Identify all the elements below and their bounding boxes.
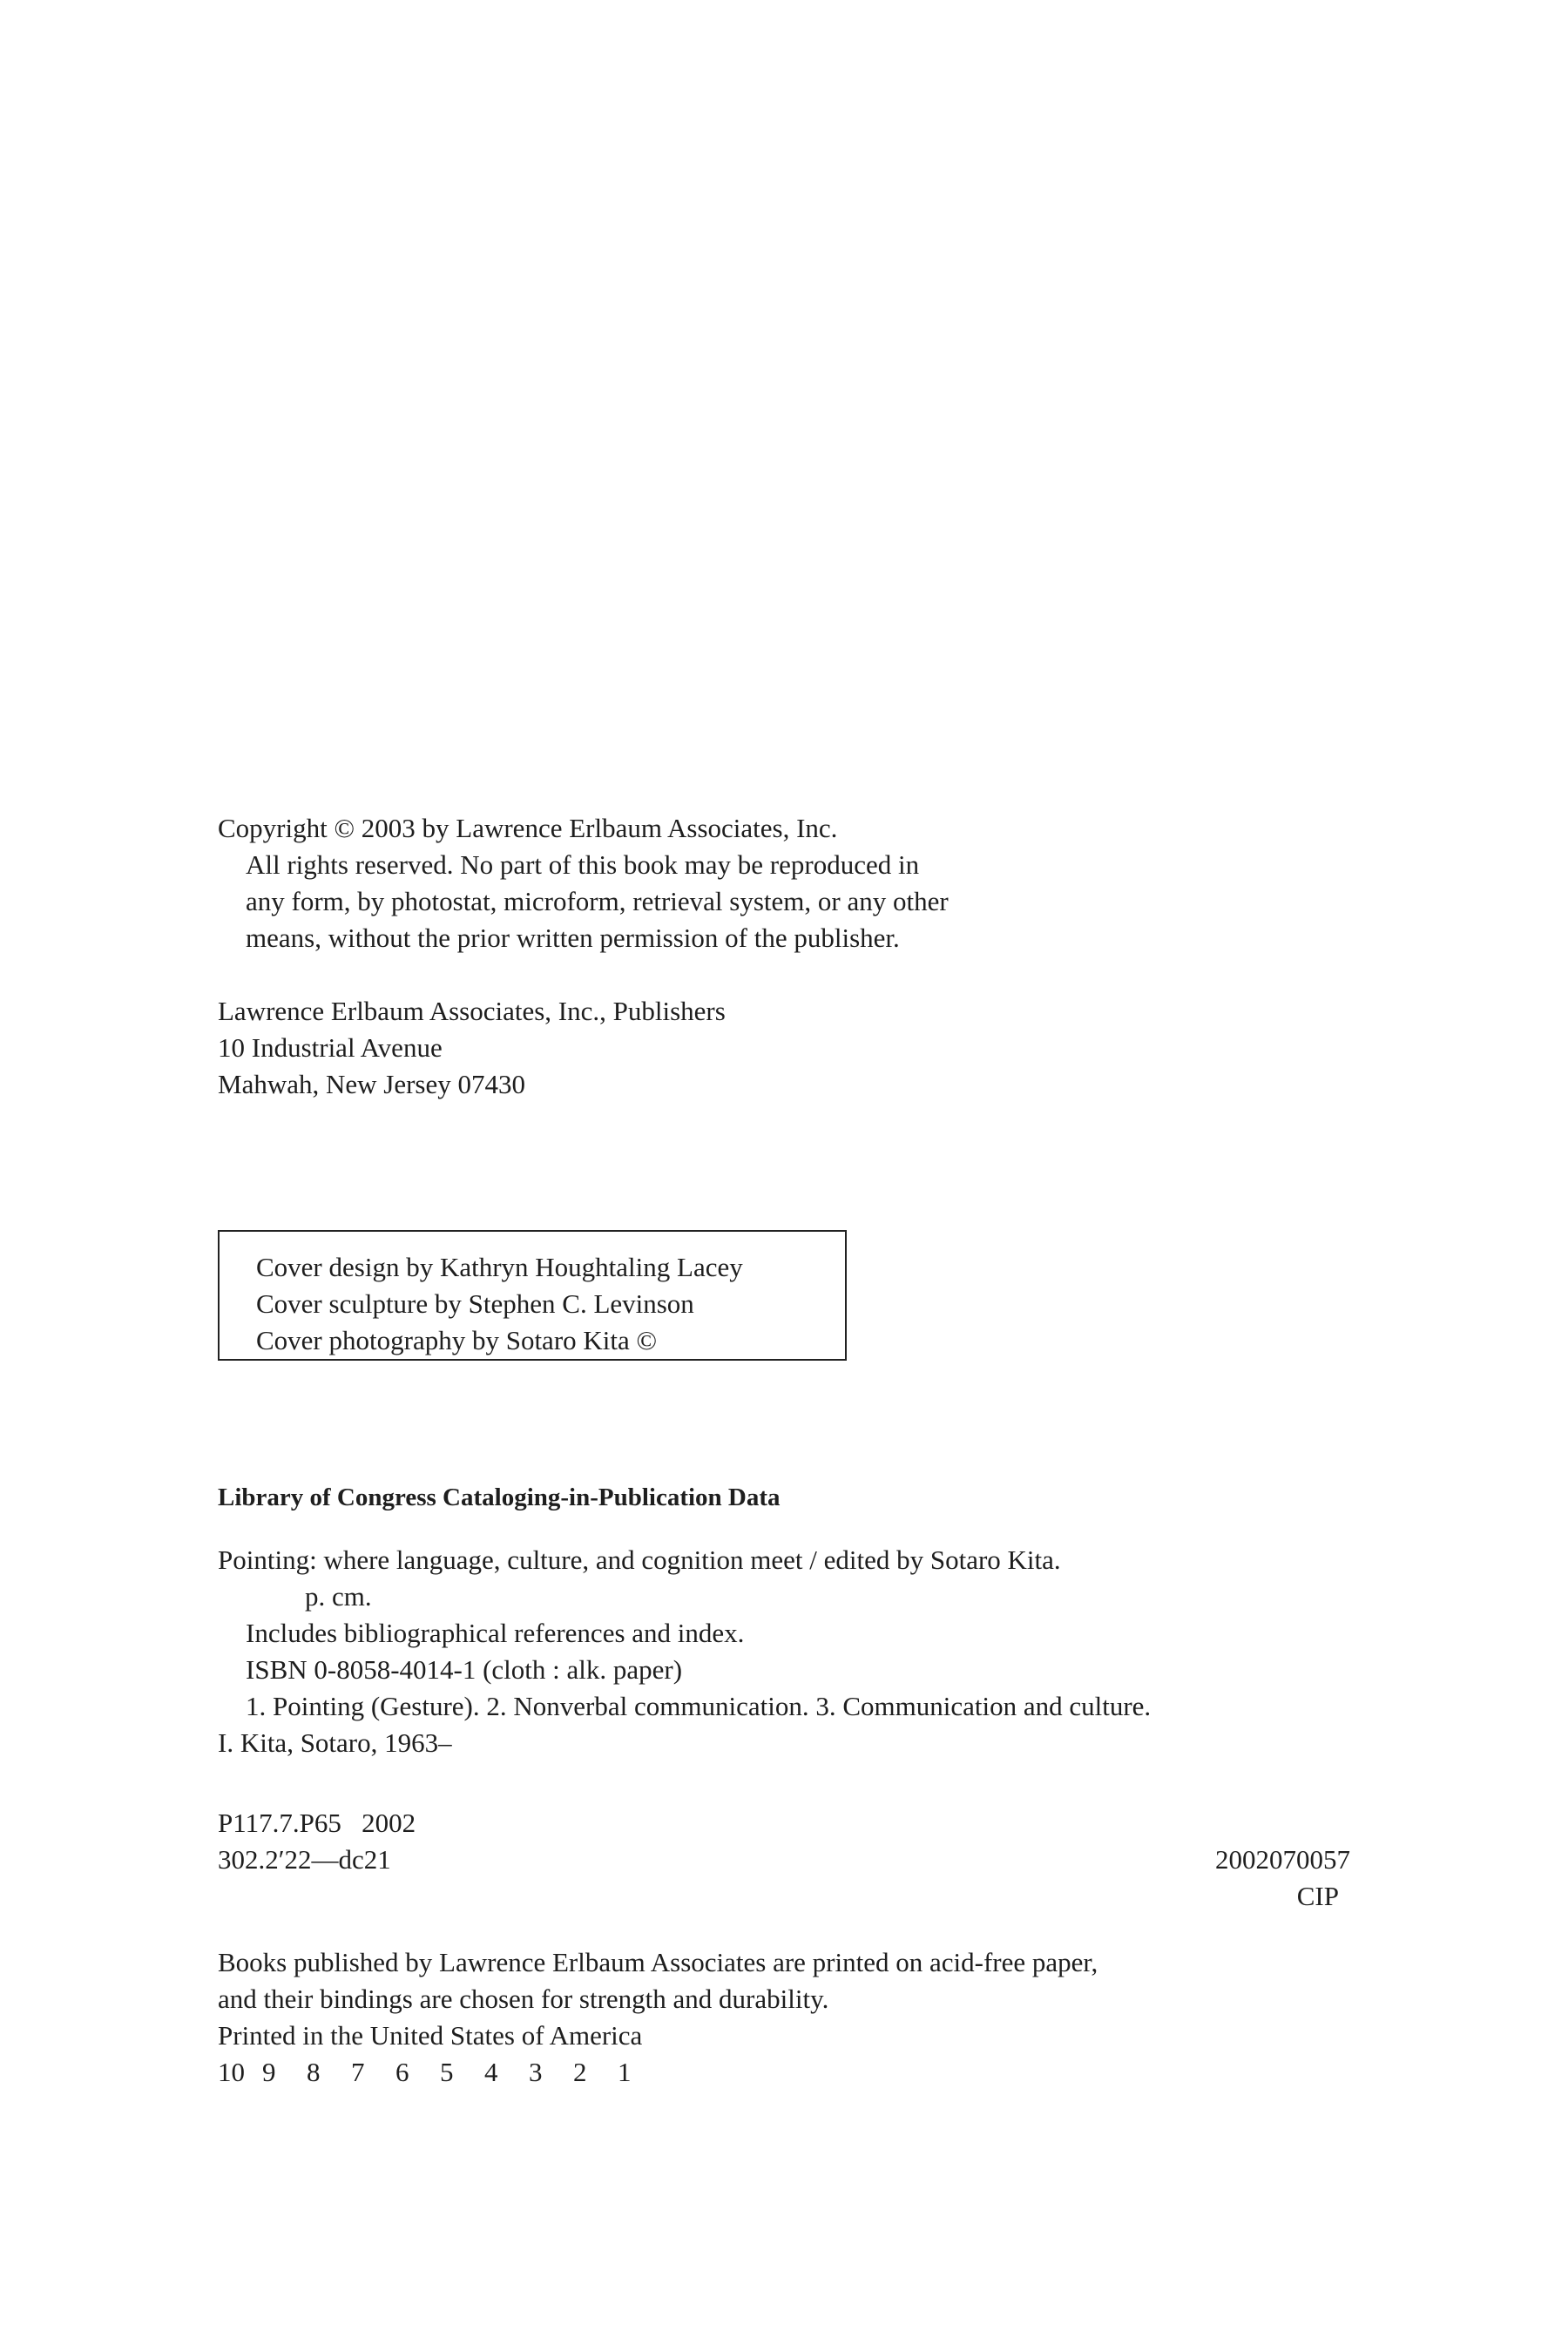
cover-sculpture-credit: Cover sculpture by Stephen C. Levinson [256, 1288, 694, 1319]
print-number: 2 [573, 2057, 587, 2087]
cip-title: Pointing: where language, culture, and cognition meet / edited by Sotaro Kita. [218, 1544, 1061, 1575]
cover-credits-box [218, 1230, 847, 1361]
paper-note [218, 1944, 1350, 2017]
printing-info [218, 2017, 1350, 2091]
cip-label: CIP [1296, 1881, 1339, 1911]
print-number: 10 [218, 2057, 245, 2087]
classification-block [218, 1805, 1350, 1915]
cover-photography-credit: Cover photography by Sotaro Kita © [256, 1325, 658, 1355]
printed-country: Printed in the United States of America [218, 2020, 643, 2051]
publisher-name: Lawrence Erlbaum Associates, Inc., Publishers [218, 996, 726, 1026]
print-number: 3 [529, 2057, 543, 2087]
print-number: 6 [395, 2057, 409, 2087]
cip-pages: p. cm. [305, 1581, 372, 1612]
cip-author: I. Kita, Sotaro, 1963– [218, 1727, 452, 1758]
copyright-line: Copyright © 2003 by Lawrence Erlbaum Associates, Inc. [218, 813, 838, 843]
cip-row [218, 1878, 1350, 1915]
lc-row [218, 1805, 1350, 1842]
cip-heading-text: Library of Congress Cataloging-in-Publication Data [218, 1484, 781, 1511]
lc-number: P117.7.P65 2002 [218, 1808, 416, 1838]
cip-subjects: 1. Pointing (Gesture). 2. Nonverbal communication. 3. Communication and culture. [246, 1691, 1152, 1721]
rights-line-2: any form, by photostat, microform, retrieval system, or any other [246, 886, 949, 916]
print-number: 8 [307, 2057, 321, 2087]
print-number: 1 [618, 2057, 632, 2087]
cip-isbn: ISBN 0-8058-4014-1 (cloth : alk. paper) [246, 1654, 683, 1685]
print-number: 7 [351, 2057, 365, 2087]
copyright-block [218, 810, 1350, 956]
cip-heading [218, 1479, 1350, 1516]
publisher-city: Mahwah, New Jersey 07430 [218, 1069, 525, 1099]
printing-number-line [218, 2054, 1350, 2091]
cip-bibliography: Includes bibliographical references and index. [246, 1618, 745, 1648]
rights-line-1: All rights reserved. No part of this book may be reproduced in [246, 849, 920, 880]
publisher-address [218, 993, 1350, 1103]
print-number: 4 [484, 2057, 498, 2087]
publisher-street: 10 Industrial Avenue [218, 1032, 443, 1063]
lccn-number: 2002070057 [1215, 1844, 1350, 1875]
cip-record [218, 1542, 1350, 1761]
rights-line-3: means, without the prior written permission of the publisher. [246, 923, 900, 953]
paper-note-line-1: Books published by Lawrence Erlbaum Associates are printed on acid-free paper, [218, 1947, 1098, 1977]
dewey-row [218, 1842, 1350, 1878]
dewey-number: 302.2′22—dc21 [218, 1844, 391, 1875]
print-number: 5 [440, 2057, 454, 2087]
paper-note-line-2: and their bindings are chosen for strength and durability. [218, 1984, 829, 2014]
print-number: 9 [262, 2057, 276, 2087]
cover-design-credit: Cover design by Kathryn Houghtaling Lacey [256, 1252, 743, 1282]
